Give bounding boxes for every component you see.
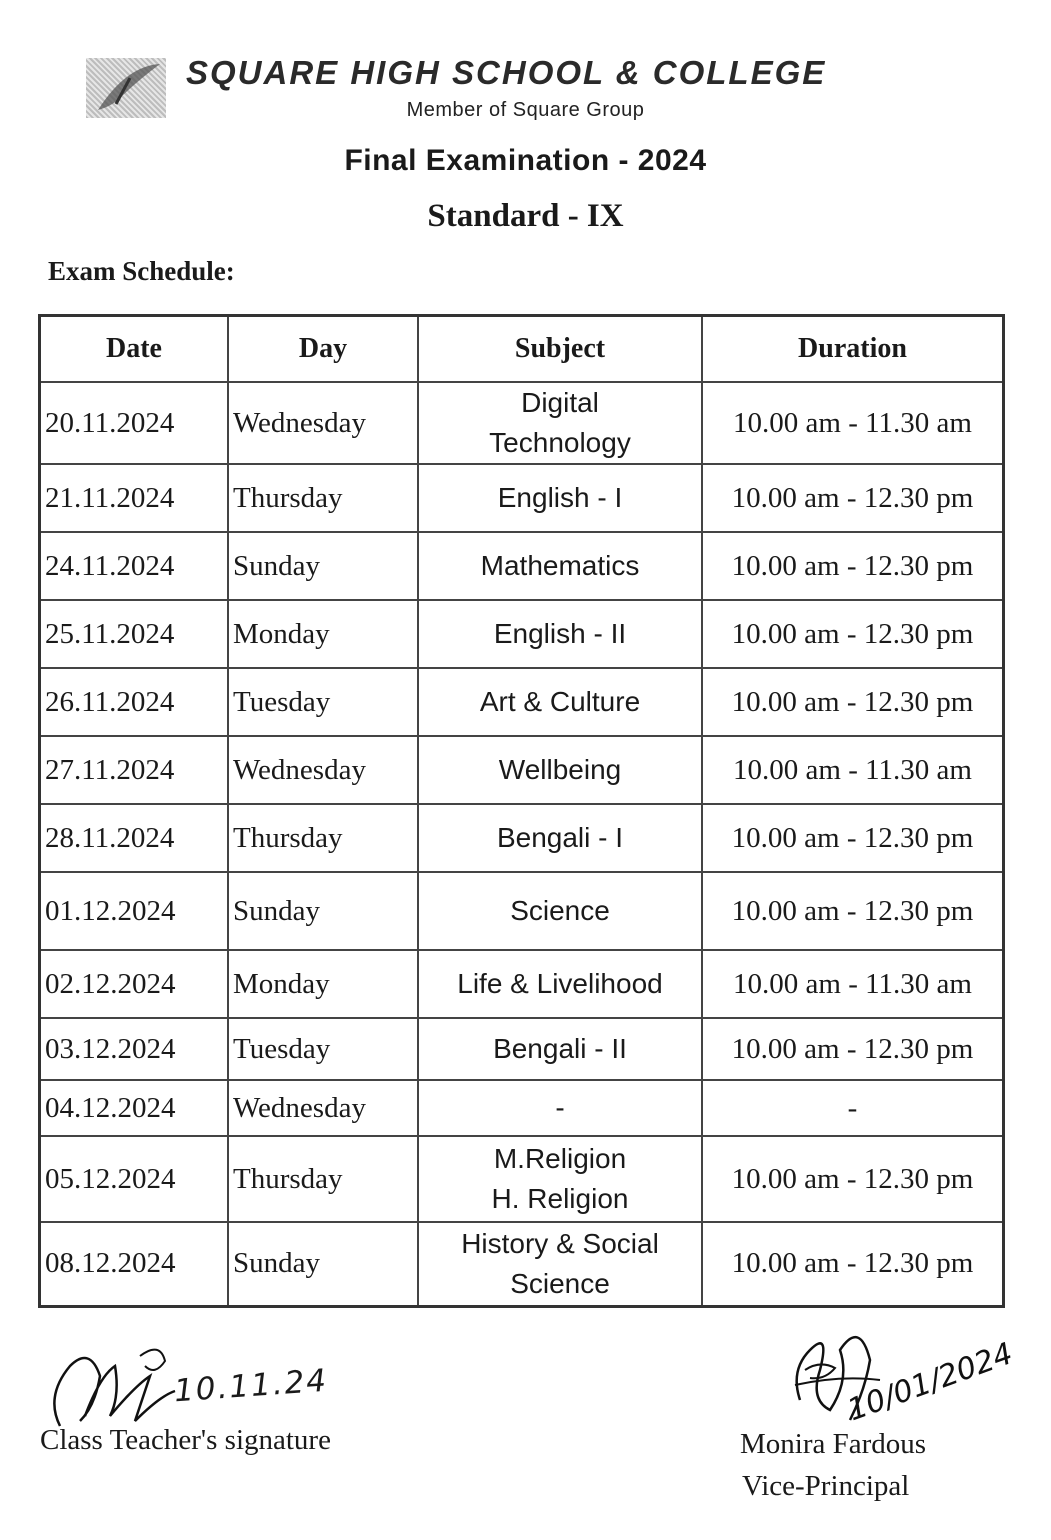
table-row bbox=[40, 382, 1004, 464]
cell-subject bbox=[418, 804, 702, 872]
member-line: Member of Square Group bbox=[406, 99, 645, 121]
vice-principal-name: Monira Fardous bbox=[740, 1428, 927, 1460]
cell-subject bbox=[418, 872, 702, 950]
cell-date: 27.11.2024 bbox=[40, 736, 229, 804]
subject-line: H. Religion bbox=[491, 1183, 629, 1214]
subject-line: Mathematics bbox=[480, 550, 640, 581]
cell-date: 08.12.2024 bbox=[40, 1222, 229, 1306]
cell-day: Tuesday bbox=[228, 1018, 418, 1080]
subject-line: English - II bbox=[493, 618, 627, 649]
cell-date: 28.11.2024 bbox=[40, 804, 229, 872]
class-teacher-signature-date: 10.11.24 bbox=[172, 1362, 330, 1410]
column-header-subject: Subject bbox=[418, 316, 702, 383]
cell-subject bbox=[418, 668, 702, 736]
class-teacher-signature-label: Class Teacher's signature bbox=[40, 1424, 331, 1456]
cell-duration: 10.00 am - 12.30 pm bbox=[702, 872, 1004, 950]
school-name: SQUARE HIGH SCHOOL & COLLEGE bbox=[186, 54, 827, 91]
vice-principal-signature-icon bbox=[780, 1310, 1018, 1440]
table-row bbox=[40, 532, 1004, 600]
exam-schedule-table bbox=[38, 314, 1005, 1308]
cell-day: Wednesday bbox=[228, 736, 418, 804]
table-row bbox=[40, 804, 1004, 872]
subject-line: Digital bbox=[521, 387, 599, 418]
cell-day: Sunday bbox=[228, 1222, 418, 1306]
subject-line: - bbox=[555, 1092, 565, 1123]
subject-line: Science bbox=[510, 895, 610, 926]
subject-line: History & Social bbox=[461, 1227, 659, 1259]
subject-line: Wellbeing bbox=[498, 754, 622, 785]
cell-duration: 10.00 am - 11.30 am bbox=[702, 736, 1004, 804]
subject-line: Bengali - I bbox=[496, 822, 624, 853]
subject-line: Art & Culture bbox=[479, 686, 641, 717]
class-teacher-signature-icon bbox=[40, 1336, 190, 1436]
cell-date: 24.11.2024 bbox=[40, 532, 229, 600]
cell-subject bbox=[418, 382, 702, 464]
cell-subject bbox=[418, 736, 702, 804]
cell-duration: - bbox=[702, 1080, 1004, 1136]
cell-date: 05.12.2024 bbox=[40, 1136, 229, 1222]
standard-title: Standard - IX bbox=[427, 198, 624, 234]
table-row bbox=[40, 1080, 1004, 1136]
table-row bbox=[40, 1018, 1004, 1080]
cell-date: 02.12.2024 bbox=[40, 950, 229, 1018]
cell-subject bbox=[418, 1080, 702, 1136]
table-row bbox=[40, 1136, 1004, 1222]
cell-day: Monday bbox=[228, 600, 418, 668]
table-row bbox=[40, 950, 1004, 1018]
column-header-day: Day bbox=[228, 316, 418, 383]
cell-date: 25.11.2024 bbox=[40, 600, 229, 668]
cell-day: Wednesday bbox=[228, 1080, 418, 1136]
cell-subject bbox=[418, 1222, 702, 1306]
exam-title: Final Examination - 2024 bbox=[344, 144, 707, 177]
cell-duration: 10.00 am - 12.30 pm bbox=[702, 600, 1004, 668]
cell-duration: 10.00 am - 12.30 pm bbox=[702, 804, 1004, 872]
cell-subject bbox=[418, 464, 702, 532]
cell-subject bbox=[418, 950, 702, 1018]
cell-day: Wednesday bbox=[228, 382, 418, 464]
cell-duration: 10.00 am - 12.30 pm bbox=[702, 1018, 1004, 1080]
cell-date: 04.12.2024 bbox=[40, 1080, 229, 1136]
subject-line: Bengali - II bbox=[493, 1033, 627, 1064]
cell-subject bbox=[418, 1136, 702, 1222]
table-row bbox=[40, 600, 1004, 668]
cell-duration: 10.00 am - 11.30 am bbox=[702, 950, 1004, 1018]
table-row bbox=[40, 872, 1004, 950]
table-row bbox=[40, 668, 1004, 736]
table-row bbox=[40, 736, 1004, 804]
cell-date: 26.11.2024 bbox=[40, 668, 229, 736]
cell-date: 20.11.2024 bbox=[40, 382, 229, 464]
cell-duration: 10.00 am - 12.30 pm bbox=[702, 532, 1004, 600]
subject-line: Life & Livelihood bbox=[457, 968, 663, 999]
column-header-duration: Duration bbox=[702, 316, 1004, 383]
cell-duration: 10.00 am - 12.30 pm bbox=[702, 1222, 1004, 1306]
subject-line: M.Religion bbox=[493, 1143, 627, 1174]
cell-subject bbox=[418, 600, 702, 668]
cell-subject bbox=[418, 1018, 702, 1080]
cell-date: 21.11.2024 bbox=[40, 464, 229, 532]
subject-line: Technology bbox=[489, 427, 631, 458]
cell-day: Thursday bbox=[228, 464, 418, 532]
cell-day: Monday bbox=[228, 950, 418, 1018]
table-row bbox=[40, 1222, 1004, 1306]
column-header-date: Date bbox=[40, 316, 229, 383]
cell-duration: 10.00 am - 11.30 am bbox=[702, 382, 1004, 464]
cell-day: Thursday bbox=[228, 804, 418, 872]
vice-principal-signature-date: 10/01/2024 bbox=[843, 1336, 1018, 1429]
table-body bbox=[40, 382, 1004, 1306]
table-row bbox=[40, 464, 1004, 532]
subject-line: English - I bbox=[497, 482, 623, 513]
subject-line: Science bbox=[510, 1267, 610, 1299]
schedule-label: Exam Schedule: bbox=[48, 256, 235, 286]
table-header-row bbox=[40, 316, 1004, 383]
cell-day: Sunday bbox=[228, 872, 418, 950]
cell-day: Thursday bbox=[228, 1136, 418, 1222]
cell-date: 01.12.2024 bbox=[40, 872, 229, 950]
cell-duration: 10.00 am - 12.30 pm bbox=[702, 668, 1004, 736]
vice-principal-title: Vice-Principal bbox=[742, 1470, 910, 1502]
cell-duration: 10.00 am - 12.30 pm bbox=[702, 1136, 1004, 1222]
cell-day: Tuesday bbox=[228, 668, 418, 736]
cell-day: Sunday bbox=[228, 532, 418, 600]
cell-subject bbox=[418, 532, 702, 600]
cell-date: 03.12.2024 bbox=[40, 1018, 229, 1080]
cell-duration: 10.00 am - 12.30 pm bbox=[702, 464, 1004, 532]
